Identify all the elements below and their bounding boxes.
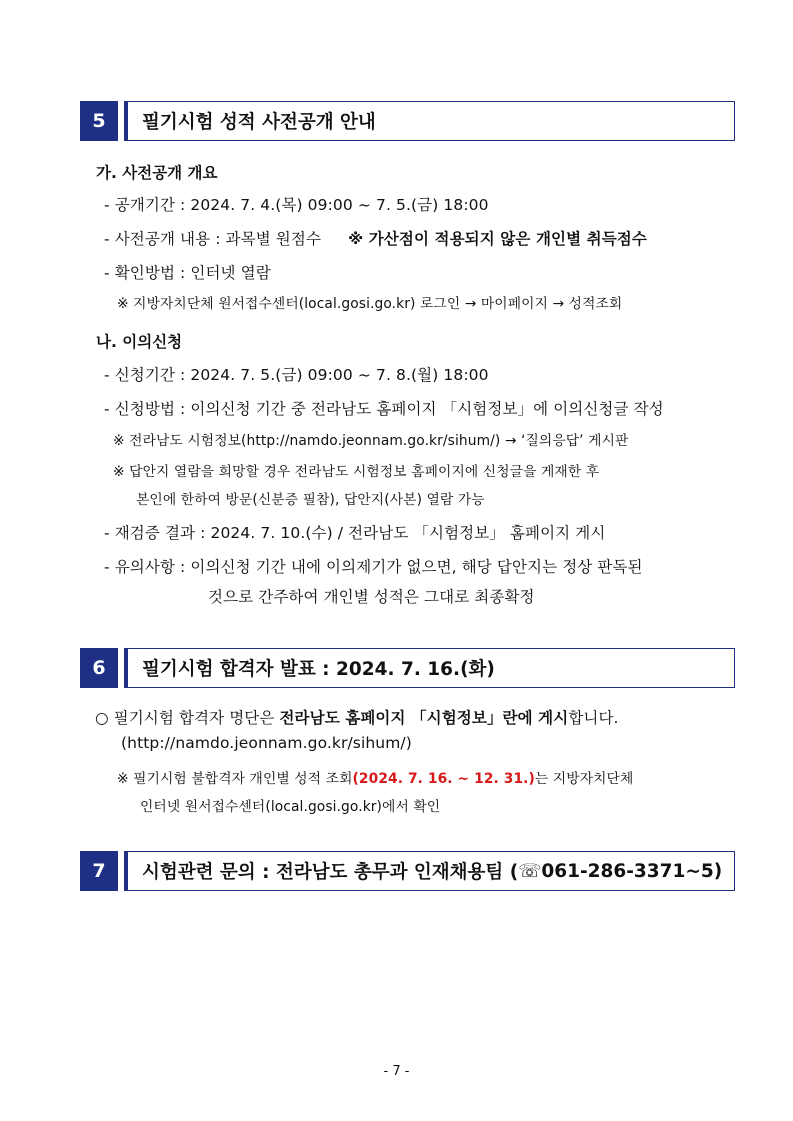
note-line	[117, 767, 633, 787]
url-text: (http://namdo.jeonnam.go.kr/sihum/)	[121, 734, 412, 752]
highlight-date: (2024. 7. 16. ~ 12. 31.)	[352, 771, 535, 787]
section-5-header	[80, 101, 718, 141]
section-7-header	[80, 851, 723, 891]
text-line: - 확인방법 : 인터넷 열람	[104, 264, 271, 282]
note-line: 인터넷 원서접수센터(local.gosi.go.kr)에서 확인	[140, 799, 441, 815]
section-number: 7	[80, 851, 118, 891]
text-span: 는 지방자치단체	[534, 771, 634, 787]
title-text: 061-286-3371~5)	[541, 860, 723, 882]
note-line: ※ 지방자치단체 원서접수센터(local.gosi.go.kr) 로그인 → 마이페이지 → 성적조회	[117, 296, 623, 312]
section-title: 필기시험 합격자 발표 : 2024. 7. 16.(화)	[124, 648, 735, 688]
text-line: 것으로 간주하여 개인별 성적은 그대로 최종확정	[208, 588, 535, 606]
emphasis-text: ※ 가산점이 적용되지 않은 개인별 취득점수	[348, 230, 647, 248]
text-span: ○ 필기시험 합격자 명단은	[95, 709, 280, 727]
title-text: 시험관련 문의 : 전라남도 총무과 인재채용팀 (	[142, 862, 519, 883]
section-number: 6	[80, 648, 118, 688]
text-line: - 공개기간 : 2024. 7. 4.(목) 09:00 ~ 7. 5.(금) 18:00	[104, 196, 489, 214]
note-line: ※ 전라남도 시험정보(http://namdo.jeonnam.go.kr/sihum/) → ‘질의응답’ 게시판	[113, 433, 629, 449]
text-line: - 신청기간 : 2024. 7. 5.(금) 09:00 ~ 7. 8.(월) 18:00	[104, 366, 489, 384]
phone-icon: ☏	[518, 860, 542, 882]
section-6-header	[80, 648, 718, 688]
emphasis-text: 전라남도 홈페이지 「시험정보」란에 게시	[279, 709, 569, 727]
text-line	[104, 227, 647, 249]
text-line: - 신청방법 : 이의신청 기간 중 전라남도 홈페이지 「시험정보」에 이의신청글 작성	[104, 400, 664, 418]
section-title	[124, 851, 735, 891]
text-line: - 재검증 결과 : 2024. 7. 10.(수) / 전라남도 「시험정보」 홈페이지 게시	[104, 524, 606, 542]
text-span: - 사전공개 내용 : 과목별 원점수	[104, 230, 322, 248]
text-line	[95, 706, 619, 728]
subsection-heading: 가. 사전공개 개요	[96, 164, 218, 182]
subsection-heading: 나. 이의신청	[96, 333, 183, 351]
page-number: - 7 -	[383, 1064, 410, 1079]
note-line: 본인에 한하여 방문(신분증 필참), 답안지(사본) 열람 가능	[136, 492, 485, 508]
section-number: 5	[80, 101, 118, 141]
text-span: 합니다.	[568, 709, 619, 727]
section-title: 필기시험 성적 사전공개 안내	[124, 101, 735, 141]
text-span: ※ 필기시험 불합격자 개인별 성적 조회	[117, 771, 353, 787]
note-line: ※ 답안지 열람을 희망할 경우 전라남도 시험정보 홈페이지에 신청글을 게재한 후	[113, 464, 600, 480]
text-line: - 유의사항 : 이의신청 기간 내에 이의제기가 없으면, 해당 답안지는 정상 판독된	[104, 558, 643, 576]
